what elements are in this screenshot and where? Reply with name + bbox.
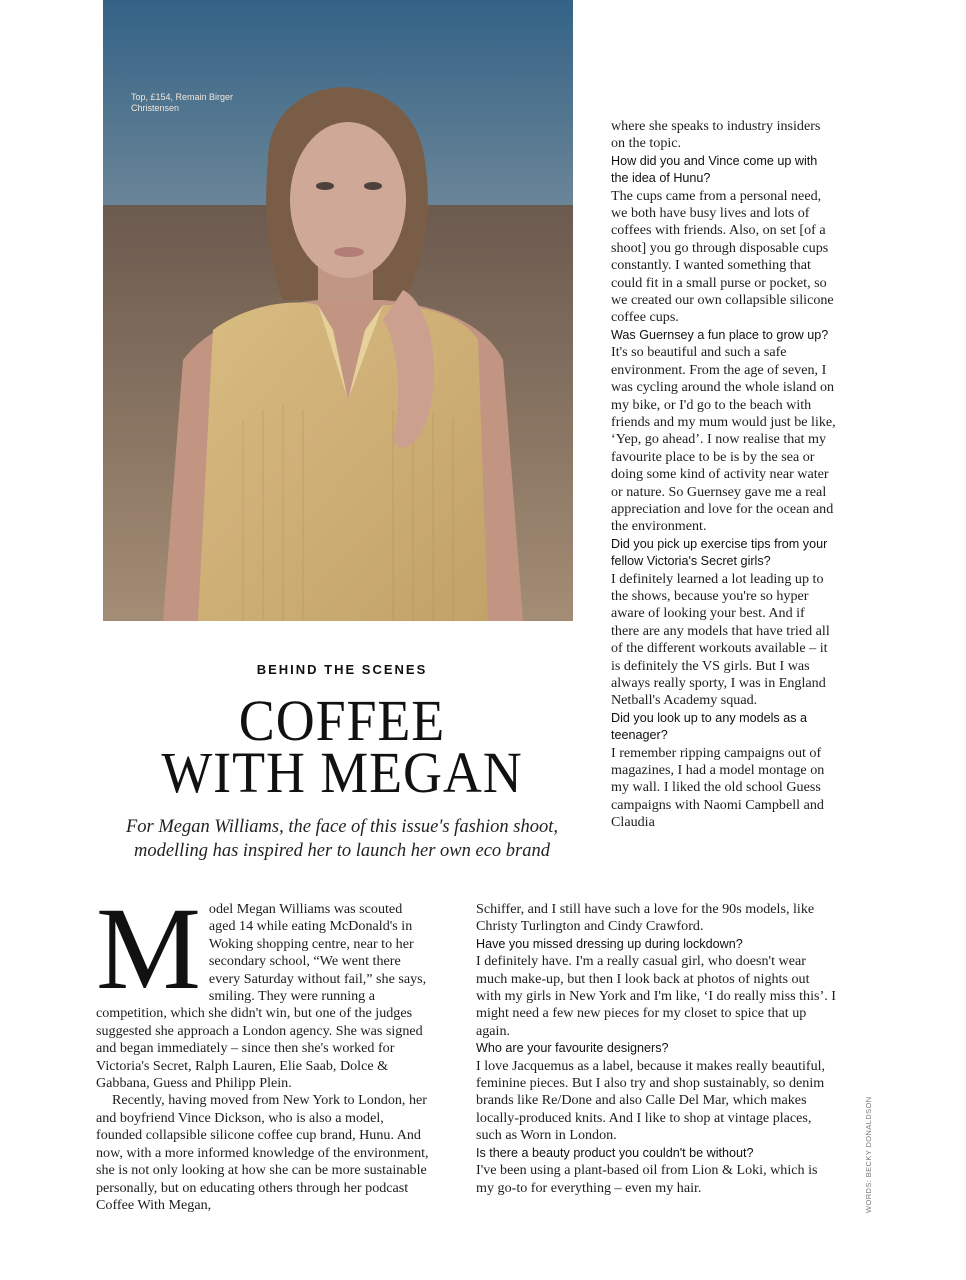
answer-text: I definitely have. I'm a really casual girl, who doesn't wear much make-up, but then I look back at photos of nights out with my girls in New York and I'm like, ‘I do really miss this’. I might need a few new pieces for my closet to spice that up again.	[476, 953, 836, 1039]
page-title	[120, 688, 565, 805]
answer-text: Schiffer, and I still have such a love for the 90s models, like Christy Turlington and Cindy Crawford.	[476, 901, 815, 935]
question-heading: Have you missed dressing up during lockdown?	[476, 936, 743, 951]
words-credit: WORDS: BECKY DONALDSON	[864, 1096, 873, 1213]
answer-text: It's so beautiful and such a safe environment. From the age of seven, I was cycling around the whole island on my bike, or I'd go to the beach with friends and my mum would just be like, ‘Yep, go ahead’. I now realise that my favourite place to be is by the sea or doing some kind of activity near water or nature. So Guernsey gave me a real appreciation and love for the ocean and the environment.	[611, 344, 836, 535]
body-paragraph: odel Megan Williams was scouted aged 14 while eating McDonald's in Woking shopping centre, near to her secondary school, “We went there every Saturday without fail,” she says, smiling. They were running a competition, which she didn't win, but one of the judges suggested she approach a London agency. She was signed and began immediately – since then she's worked for Victoria's Secret, Ralph Lauren, Elie Saab, Dolce & Gabbana, Guess and Philipp Plein.	[96, 901, 427, 1092]
article-column-middle	[476, 901, 836, 1197]
article-column-left	[96, 883, 432, 1214]
question-heading: Did you look up to any models as a teenager?	[611, 710, 808, 743]
answer-text: I've been using a plant-based oil from Lion & Loki, which is my go-to for everything – even my hair.	[476, 1162, 818, 1196]
credit-container	[864, 1096, 966, 1222]
answer-text: I remember ripping campaigns out of magazines, I had a model montage on my wall. I liked the old school Guess campaigns with Naomi Campbell and Claudia	[611, 744, 825, 831]
question-heading: How did you and Vince come up with the idea of Hunu?	[611, 153, 818, 186]
question-heading: Is there a beauty product you couldn't be without?	[476, 1145, 754, 1160]
answer-text: I love Jacquemus as a label, because it makes really beautiful, feminine pieces. But I also try and shop sustainably, so denim brands like Re/Done and also Calle Del Mar, which makes locally-produced knits. And I like to shop at vintage places, such as Worn in London.	[476, 1057, 826, 1144]
title-line-2: WITH MEGAN	[161, 740, 523, 805]
drop-cap: M	[96, 883, 201, 1014]
photo-caption: Top, £154, Remain Birger Christensen	[131, 92, 234, 113]
question-heading: Was Guernsey a fun place to grow up?	[611, 327, 829, 342]
body-paragraph: Recently, having moved from New York to London, her and boyfriend Vince Dickson, who is also a model, founded collapsible silicone coffee cup brand, Hunu. And now, with a more informed knowledge of the environment, she is not only looking at how she can be more sustainable personally, but on educating others through her podcast Coffee With Megan,	[96, 1092, 429, 1213]
question-heading: Who are your favourite designers?	[476, 1041, 669, 1056]
article-column-right	[611, 118, 836, 832]
answer-text: where she speaks to industry insiders on the topic.	[611, 118, 821, 152]
answer-text: I definitely learned a lot leading up to the shows, because you're so hyper aware of looking your best. And if there are any models that have tried all of the different workouts available – it is definitely the VS girls. But I was always really sporty, I was in England Netball's Academy squad.	[611, 570, 830, 709]
question-heading: Did you pick up exercise tips from your fellow Victoria's Secret girls?	[611, 536, 828, 569]
answer-text: The cups came from a personal need, we both have busy lives and lots of coffees with friends. Also, on set [of a shoot] you go through disposable cups constantly. I wanted something that could fit in a small purse or pocket, so we created our own collapsible silicone coffee cups.	[611, 187, 834, 326]
hero-photo	[103, 0, 573, 621]
section-kicker: BEHIND THE SCENES	[256, 662, 428, 677]
title-line-1: COFFEE	[238, 688, 446, 753]
standfirst: For Megan Williams, the face of this issue's fashion shoot, modelling has inspired her to launch her own eco brand	[125, 817, 558, 861]
